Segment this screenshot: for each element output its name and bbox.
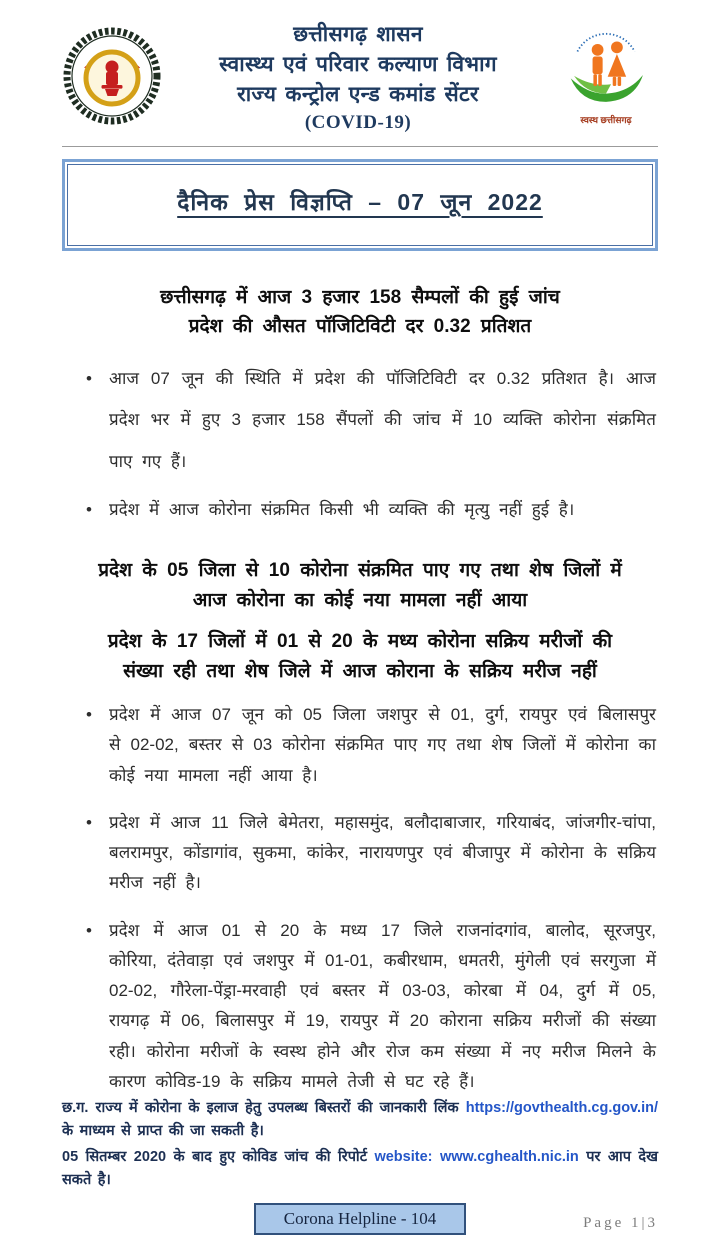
govthealth-link[interactable]: https://govthealth.cg.gov.in/ xyxy=(465,1100,658,1117)
document-header xyxy=(62,20,658,138)
district-detail-bullet-list xyxy=(62,700,658,1097)
footer-report-info-line: 05 सितम्बर 2020 के बाद हुए कोविड जांच की रिपोर्ट website: www.cghealth.nic.in पर आप देख सकते है। xyxy=(62,1148,658,1188)
cghealth-website-link[interactable]: website: www.cghealth.nic.in xyxy=(374,1148,579,1165)
header-org-titles xyxy=(162,20,554,138)
swasth-chhattisgarh-logo xyxy=(554,20,658,126)
state-emblem-icon xyxy=(62,26,162,126)
document-footer xyxy=(62,1097,658,1236)
list-item: • प्रदेश में आज 07 जून को 05 जिला जशपुर से 01, दुर्ग, रायपुर एवं बिलासपुर से 02-02, बस्तर से 03 कोरोना संक्रमित पाए गए तथा शेष जिलों में कोरोना का कोई नया मामला नहीं आया है। xyxy=(84,700,656,791)
right-logo-caption: स्वस्थ छत्तीसगढ़ xyxy=(580,115,632,125)
covid-label: (COVID-19) xyxy=(304,112,412,134)
cg-government-emblem-logo xyxy=(62,20,162,131)
press-release-title: दैनिक प्रेस विज्ञप्ति – 07 जून 2022 xyxy=(177,188,543,215)
press-title-box xyxy=(62,159,658,251)
list-item: • प्रदेश में आज कोरोना संक्रमित किसी भी व्यक्ति की मृत्यु नहीं हुई है। xyxy=(84,489,656,531)
list-item: • प्रदेश में आज 01 से 20 के मध्य 17 जिले राजनांदगांव, बालोद, सूरजपुर, कोरिया, दंतेवाड़ा एवं जशपुर में 01-01, कबीरधाम, धमतरी, मुंगेली एवं सरगुजा में 02-02, गौरेला-पेंड्रा-मरवाही एवं बस्तर में 03-03, कोरबा में 04, दुर्ग में 05, रायगढ़ में 06, बिलासपुर में 19, रायपुर में 20 कोराना सक्रिय मरीजों की संख्या रही। कोरोना मरीजों के स्वस्थ होने और रोज कम संख्या में नए मरीज मिलने के कारण कोविड-19 के सक्रिय मामले तेजी से घट रहे हैं। xyxy=(84,916,656,1098)
department-name: स्वास्थ्य एवं परिवार कल्याण विभाग xyxy=(219,52,497,76)
header-divider xyxy=(62,146,658,147)
org-name: छत्तीसगढ़ शासन xyxy=(293,23,423,46)
health-family-icon xyxy=(560,28,652,112)
center-name: राज्य कन्ट्रोल एन्ड कमांड सेंटर xyxy=(237,82,479,106)
summary-bullet-list xyxy=(62,358,658,537)
footer-beds-info-line: छ.ग. राज्य में कोरोना के इलाज हेतु उपलब्ध बिस्तरों की जानकारी लिंक https://govthealth.cg.gov.in/ के माध्यम से प्राप्त की जा सकती है। xyxy=(62,1100,658,1140)
section-heading-samples: छत्तीसगढ़ में आज 3 हजार 158 सैम्पलों की हुई जांच प्रदेश की औसत पॉजिटिविटी दर 0.32 प्रतिशत xyxy=(160,286,560,338)
list-item: • प्रदेश में आज 11 जिले बेमेतरा, महासमुंद, बलौदाबाजार, गरियाबंद, जांजगीर-चांपा, बलरामपुर, कोंडागांव, सुकमा, कांकेर, नारायणपुर एवं बीजापुर में कोरोना के सक्रिय मरीज नहीं है। xyxy=(84,808,656,899)
corona-helpline-badge: Corona Helpline - 104 xyxy=(254,1203,467,1235)
section-heading-active-patients: प्रदेश के 17 जिलों में 01 से 20 के मध्य कोरोना सक्रिय मरीजों की संख्या रही तथा शेष जिले में आज कोराना के सक्रिय मरीज नहीं xyxy=(107,631,613,682)
page-number: Page 1|3 xyxy=(583,1214,658,1231)
section-heading-districts-new-cases: प्रदेश के 05 जिला से 10 कोरोना संक्रमित पाए गए तथा शेष जिलों में आज कोरोना का कोई नया मामला नहीं आया xyxy=(98,560,622,611)
list-item: • आज 07 जून की स्थिति में प्रदेश की पॉजिटिविटी दर 0.32 प्रतिशत है। आज प्रदेश भर में हुए 3 हजार 158 सैंपलों की जांच में 10 व्यक्ति कोरोना संक्रमित पाए गए हैं। xyxy=(84,358,656,483)
people-figures-icon xyxy=(592,41,626,86)
